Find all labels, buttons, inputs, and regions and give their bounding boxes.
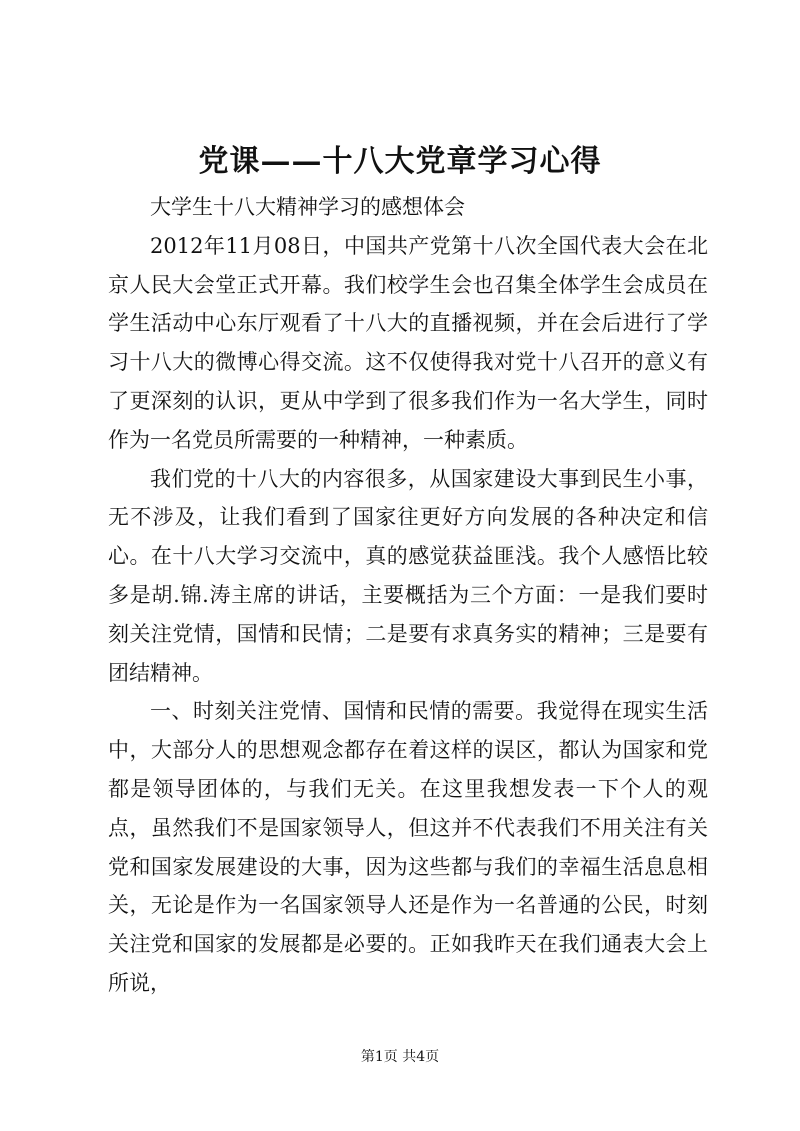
page-footer: 第1页 共4页 — [360, 1049, 440, 1065]
body-paragraph-2: 我们党的十八大的内容很多，从国家建设大事到民生小事，无不涉及，让我们看到了国家往更好方向发展的各种决定和信心。在十八大学习交流中，真的感觉获益匪浅。我个人感悟比较多是胡.锦.涛主席的讲话，主要概括为三个方面：一是我们要时刻关注党情，国情和民情；二是要有求真务实的精神；三是要有团结精神。 — [108, 466, 708, 685]
document-body — [108, 188, 708, 1003]
body-paragraph-1: 2012年11月08日，中国共产党第十八次全国代表大会在北京人民大会堂正式开幕。我们校学生会也召集全体学生会成员在学生活动中心东厅观看了十八大的直播视频，并在会后进行了学习十八大的微博心得交流。这不仅使得我对党十八召开的意义有了更深刻的认识，更从中学到了很多我们作为一名大学生，同时作为一名党员所需要的一种精神，一种素质。 — [108, 233, 708, 452]
subtitle-paragraph: 大学生十八大精神学习的感想体会 — [150, 195, 465, 219]
body-paragraph-3: 一、时刻关注党情、国情和民情的需要。我觉得在现实生活中，大部分人的思想观念都存在着这样的误区，都认为国家和党都是领导团体的，与我们无关。在这里我想发表一下个人的观点，虽然我们不是国家领导人，但这并不代表我们不用关注有关党和国家发展建设的大事，因为这些都与我们的幸福生活息息相关，无论是作为一名国家领导人还是作为一名普通的公民，时刻关注党和国家的发展都是必要的。正如我昨天在我们通表大会上所说， — [108, 699, 708, 995]
document-title: 党课——十八大党章学习心得 — [198, 144, 602, 179]
